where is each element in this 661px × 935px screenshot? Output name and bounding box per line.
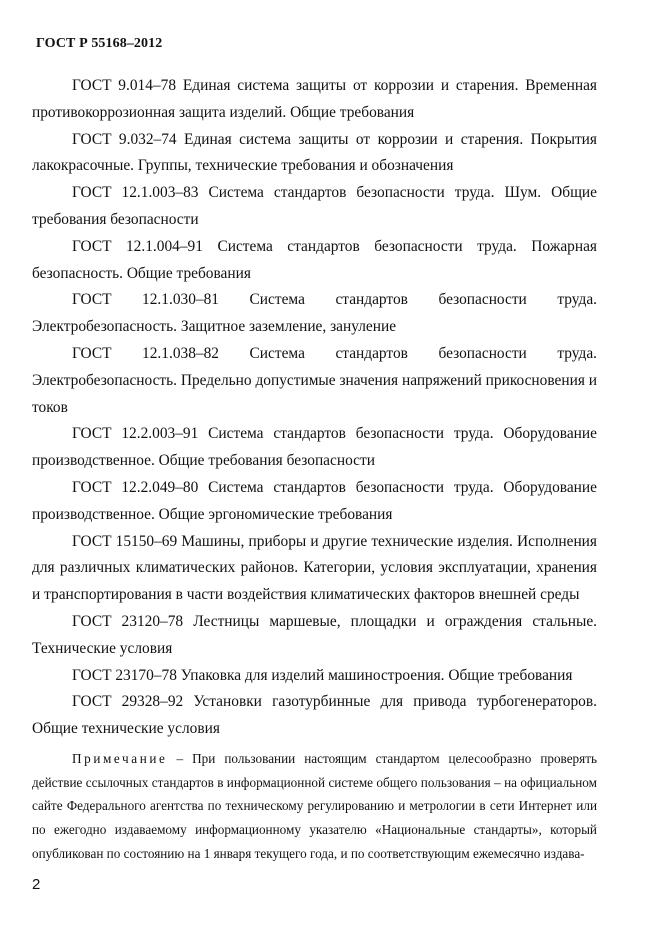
reference-item: ГОСТ 12.1.038–82 Система стандартов безопасности труда. Электробезопасность. Предельно допустимые значения напряжений прикосновения и токов [32, 344, 597, 416]
reference-item: ГОСТ 9.032–74 Единая система защиты от коррозии и старения. Покрытия лакокрасочные. Группы, технические требования и обозначения [32, 130, 597, 175]
page-number: 2 [32, 876, 41, 893]
note-paragraph [32, 747, 597, 866]
reference-item: ГОСТ 23120–78 Лестницы маршевые, площадки и ограждения стальные. Технические условия [32, 612, 597, 657]
reference-item: ГОСТ 29328–92 Установки газотурбинные для привода турбогенераторов. Общие технические условия [32, 693, 597, 738]
reference-item: ГОСТ 15150–69 Машины, приборы и другие технические изделия. Исполнения для различных климатических районов. Категории, условия эксплуатации, хранения и транспортирования в части воздействия климатических факторов внешней среды [32, 532, 597, 604]
reference-item: ГОСТ 23170–78 Упаковка для изделий машиностроения. Общие требования [72, 666, 573, 684]
reference-item: ГОСТ 9.014–78 Единая система защиты от коррозии и старения. Временная противокоррозионная защита изделий. Общие требования [32, 77, 597, 121]
reference-item: ГОСТ 12.1.030–81 Система стандартов безопасности труда. Электробезопасность. Защитное заземление, зануление [32, 291, 597, 336]
document-header [36, 36, 162, 52]
note-text: – При пользовании настоящим стандартом целесообразно проверять действие ссылочных стандартов в информационной системе общего пользования – на официальном сайте Федерального агентства по техническому регулированию и метрологии в сети Интернет или по ежегодно издаваемому информационному указателю «Национальные стандарты», который опубликован по состоянию на 1 января текущего года, и по соответствующим ежемесячно издава- [32, 750, 597, 861]
reference-item: ГОСТ 12.2.049–80 Система стандартов безопасности труда. Оборудование производственное. Общие эргономические требования [32, 478, 597, 523]
reference-item: ГОСТ 12.1.004–91 Система стандартов безопасности труда. Пожарная безопасность. Общие требования [32, 237, 597, 282]
reference-item: ГОСТ 12.1.003–83 Система стандартов безопасности труда. Шум. Общие требования безопасности [32, 184, 597, 228]
standard-designation: ГОСТ Р 55168–2012 [36, 36, 163, 51]
reference-item: ГОСТ 12.2.003–91 Система стандартов безопасности труда. Оборудование производственное. Общие требования безопасности [32, 425, 597, 470]
note-label: Примечание [72, 750, 168, 766]
normative-references [32, 73, 597, 865]
